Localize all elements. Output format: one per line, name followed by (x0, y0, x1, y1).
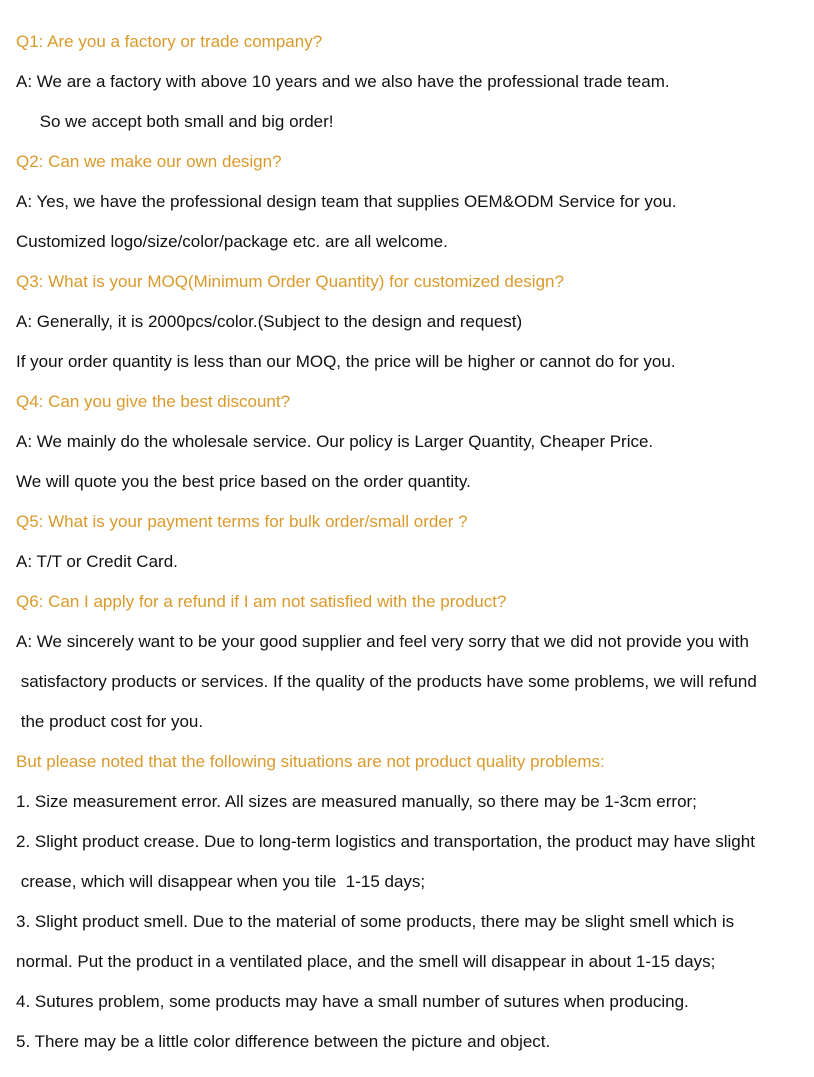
question-6: Q6: Can I apply for a refund if I am not satisfied with the product? (16, 592, 507, 611)
notice-item-3-line-1: 3. Slight product smell. Due to the material of some products, there may be slight smell which is (16, 912, 735, 931)
answer-6-line-3: the product cost for you. (16, 712, 204, 731)
notice-item-5: 5. There may be a little color difference between the picture and object. (16, 1032, 551, 1051)
question-5: Q5: What is your payment terms for bulk order/small order ? (16, 512, 468, 531)
answer-5-line-1: A: T/T or Credit Card. (16, 552, 178, 571)
notice-item-1: 1. Size measurement error. All sizes are measured manually, so there may be 1-3cm error; (16, 792, 697, 811)
question-1: Q1: Are you a factory or trade company? (16, 32, 323, 51)
answer-3-line-2: If your order quantity is less than our MOQ, the price will be higher or cannot do for you. (16, 352, 676, 371)
notice-item-4: 4. Sutures problem, some products may have a small number of sutures when producing. (16, 992, 689, 1011)
answer-4-line-1: A: We mainly do the wholesale service. Our policy is Larger Quantity, Cheaper Price. (16, 432, 654, 451)
notice-item-2-line-1: 2. Slight product crease. Due to long-term logistics and transportation, the product may have slight (16, 832, 755, 851)
question-3: Q3: What is your MOQ(Minimum Order Quantity) for customized design? (16, 272, 564, 291)
quality-notice: But please noted that the following situations are not product quality problems: (16, 752, 605, 771)
notice-item-3-line-2: normal. Put the product in a ventilated place, and the smell will disappear in about 1-15 days; (16, 952, 716, 971)
answer-2-line-1: A: Yes, we have the professional design team that supplies OEM&ODM Service for you. (16, 192, 677, 211)
answer-6-line-2: satisfactory products or services. If the quality of the products have some problems, we will refund (16, 672, 757, 691)
answer-4-line-2: We will quote you the best price based on the order quantity. (16, 472, 471, 491)
answer-3-line-1: A: Generally, it is 2000pcs/color.(Subject to the design and request) (16, 312, 523, 331)
question-2: Q2: Can we make our own design? (16, 152, 282, 171)
notice-item-2-line-2: crease, which will disappear when you tile 1-15 days; (16, 872, 426, 891)
answer-1-line-2: So we accept both small and big order! (16, 112, 334, 131)
answer-1-line-1: A: We are a factory with above 10 years and we also have the professional trade team. (16, 72, 670, 91)
answer-6-line-1: A: We sincerely want to be your good supplier and feel very sorry that we did not provide you with (16, 632, 749, 651)
question-4: Q4: Can you give the best discount? (16, 392, 291, 411)
answer-2-line-2: Customized logo/size/color/package etc. are all welcome. (16, 232, 448, 251)
